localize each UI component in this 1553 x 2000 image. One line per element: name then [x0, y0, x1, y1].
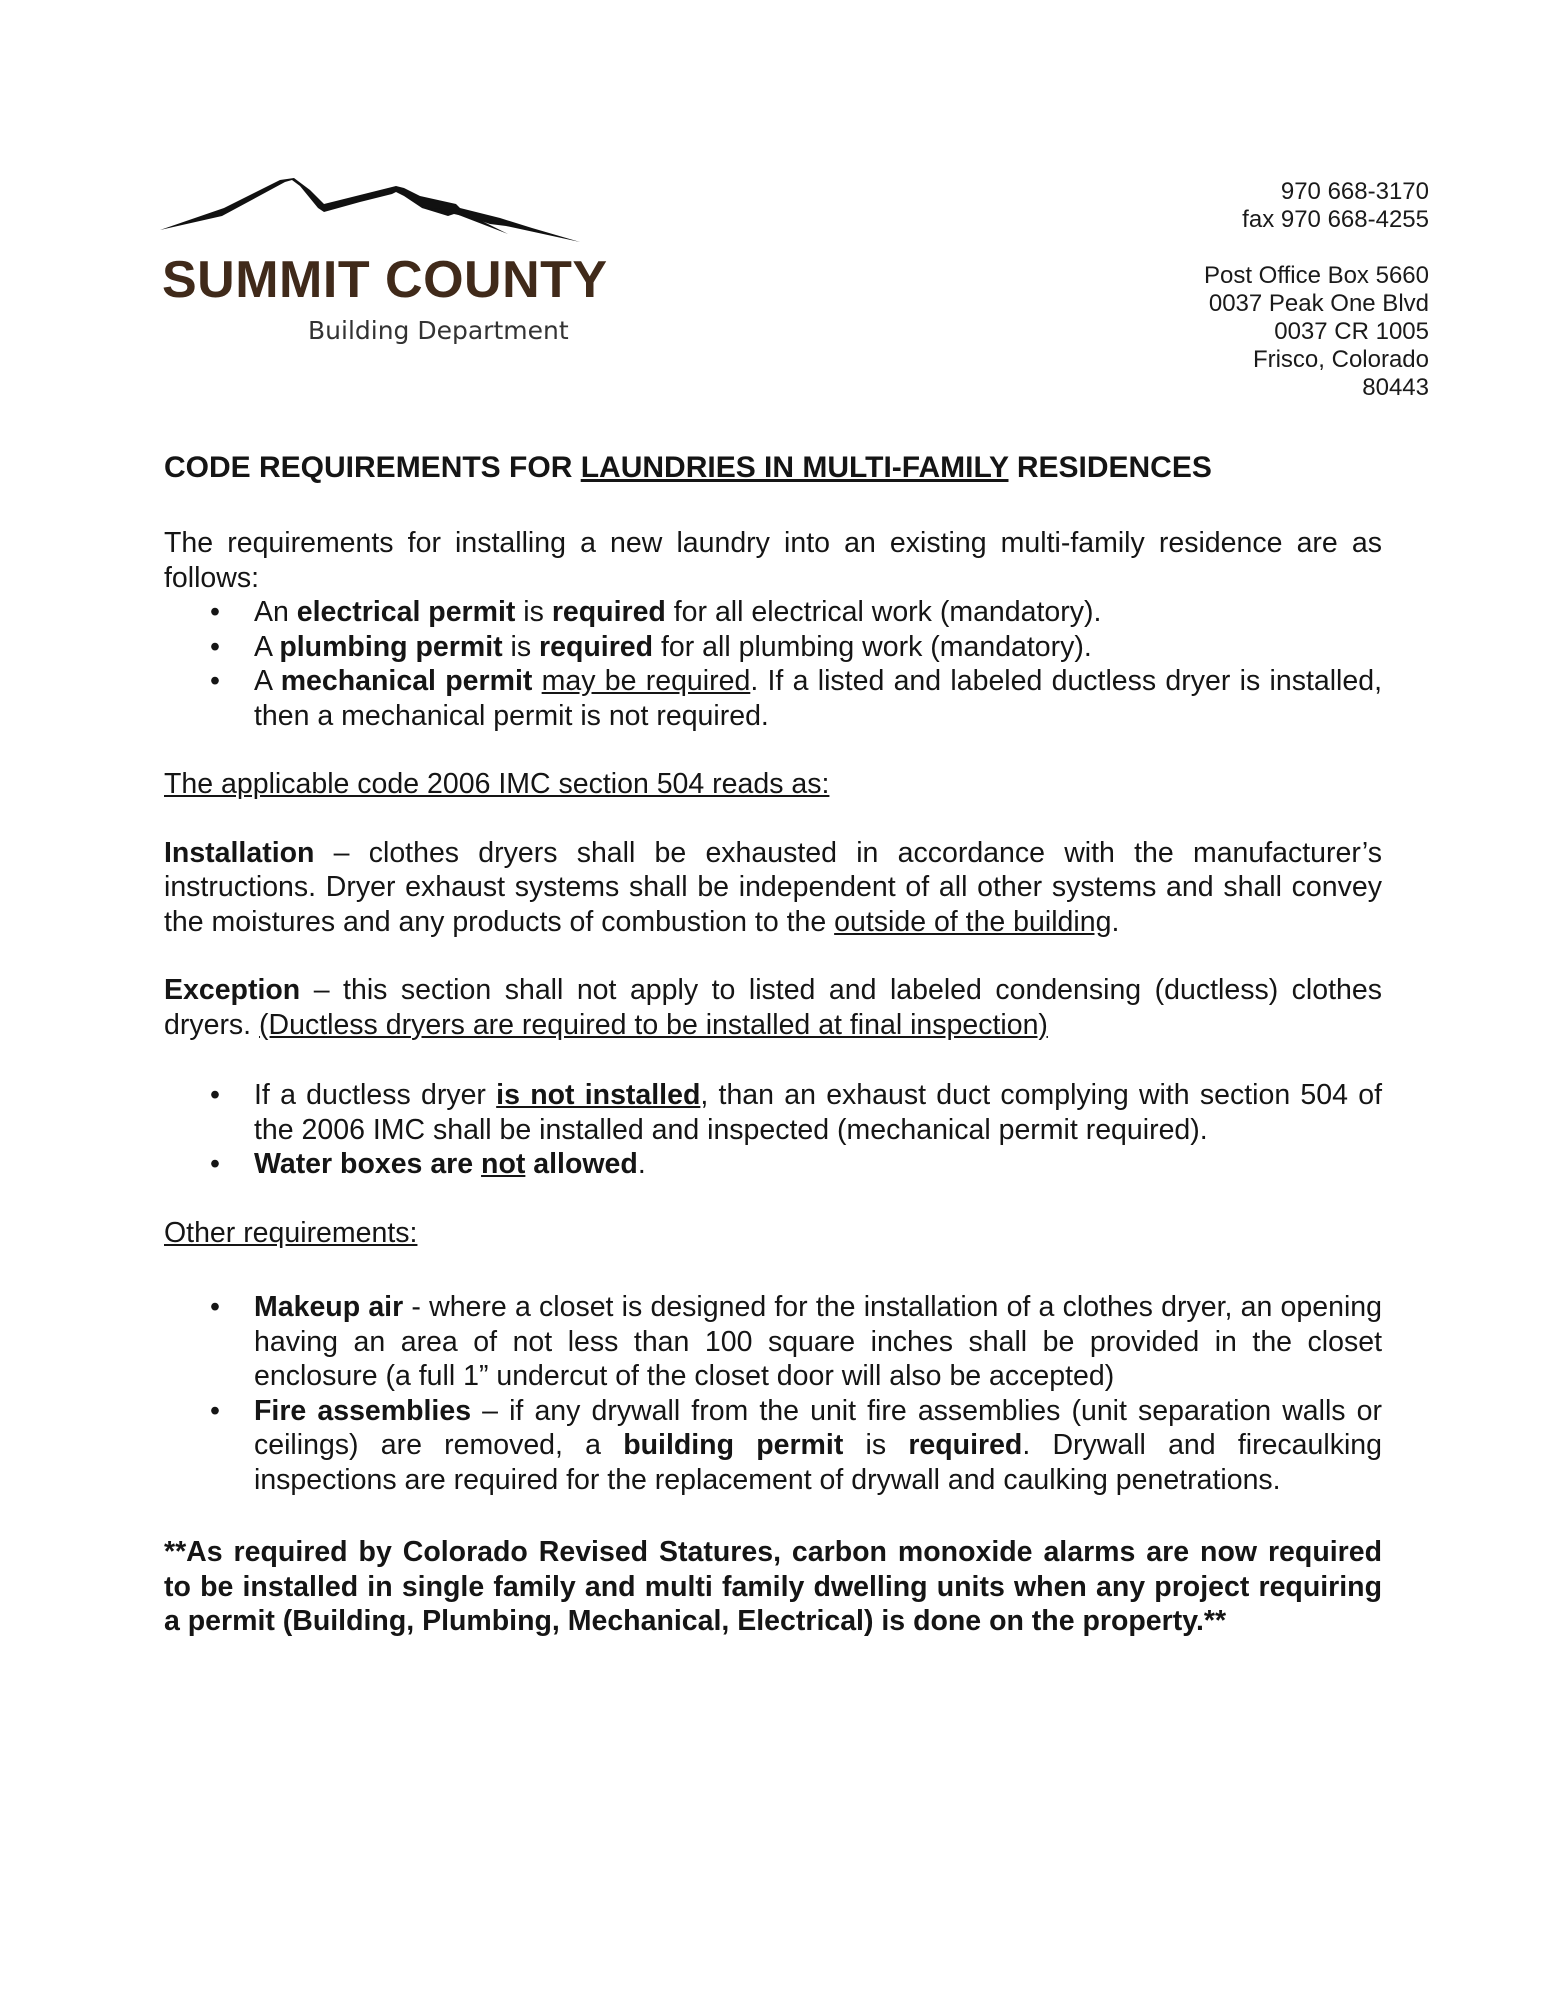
other-requirements-list [164, 1290, 1382, 1497]
list-item: • A plumbing permit is required for all plumbing work (mandatory). [254, 630, 1382, 665]
code-heading: The applicable code 2006 IMC section 504 reads as: [164, 768, 830, 800]
summit-county-logo [160, 178, 608, 358]
list-item: • If a ductless dryer is not installed, than an exhaust duct complying with section 504 of the 2006 IMC shall be installed and inspected (mechanical permit required). [254, 1078, 1382, 1147]
list-item: • Water boxes are not allowed. [254, 1147, 1382, 1182]
list-item: • Makeup air - where a closet is designed for the installation of a clothes dryer, an opening having an area of not less than 100 square inches shall be provided in the closet enclosure (a full 1” undercut of the closet door will also be accepted) [254, 1290, 1382, 1394]
list-item: • An electrical permit is required for all electrical work (mandatory). [254, 595, 1382, 630]
intro-paragraph: The requirements for installing a new laundry into an existing multi-family residence are as follows: [164, 527, 1382, 594]
installation-paragraph: Installation – clothes dryers shall be exhausted in accordance with the manufacturer’s instructions. Dryer exhaust systems shall be independent of all other systems and shall convey the moistures and any products of combustion to the outside of the building. [164, 836, 1382, 938]
list-item: • Fire assemblies – if any drywall from the unit fire assemblies (unit separation walls or ceilings) are removed, a building permit is required. Drywall and firecaulking inspections are required for the replacement of drywall and caulking penetrations. [254, 1394, 1382, 1498]
address-line: Frisco, Colorado [1252, 346, 1429, 373]
title-underlined: LAUNDRIES IN MULTI-FAMILY [580, 451, 1009, 484]
fax-number: fax 970 668-4255 [1242, 206, 1429, 233]
address-line: 0037 CR 1005 [1274, 318, 1429, 345]
exception-list [164, 1078, 1382, 1182]
other-heading: Other requirements: [164, 1216, 418, 1249]
logo-department: Building Department [308, 316, 569, 345]
title-suffix: RESIDENCES [1008, 451, 1212, 484]
address-line: Post Office Box 5660 [1203, 262, 1429, 289]
mountain-peaks-icon [160, 178, 580, 248]
address-line: 80443 [1362, 374, 1429, 401]
page-title [164, 450, 1382, 486]
document-body [164, 450, 1382, 1639]
carbon-monoxide-note: **As required by Colorado Revised Statures, carbon monoxide alarms are now required to be installed in single family and multi family dwelling units when any project requiring a permit (Building, Plumbing, Mechanical, Electrical) is done on the property.** [164, 1536, 1382, 1637]
phone-number: 970 668-3170 [1280, 178, 1429, 205]
address-line: 0037 Peak One Blvd [1208, 290, 1429, 317]
exception-paragraph: Exception – this section shall not apply to listed and labeled condensing (ductless) clothes dryers. (Ductless dryers are required to be installed at final inspection) [164, 974, 1382, 1041]
permit-list [164, 595, 1382, 733]
list-item: • A mechanical permit may be required. If a listed and labeled ductless dryer is installed, then a mechanical permit is not required. [254, 664, 1382, 733]
title-prefix: CODE REQUIREMENTS FOR [164, 451, 581, 484]
logo-name: SUMMIT COUNTY [162, 251, 608, 309]
contact-block [1204, 178, 1429, 402]
